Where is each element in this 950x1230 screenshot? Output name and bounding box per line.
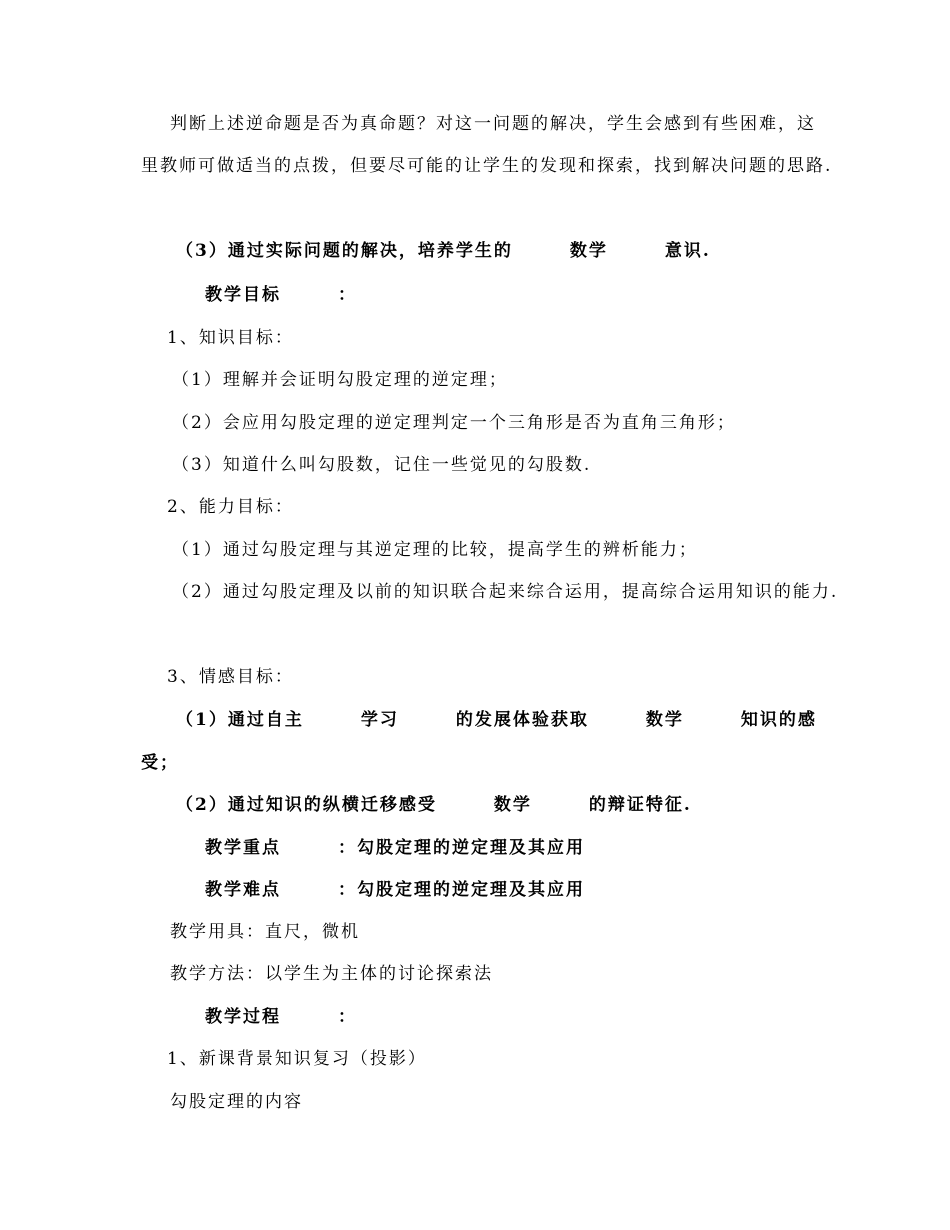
emotion-item-1: （1）通过自主 学习 的发展体验获取 数学 知识的感 [176, 710, 817, 730]
paragraph-line-1: 判断上述逆命题是否为真命题？对这一问题的解决，学生会感到有些困难，这 [170, 114, 816, 134]
teaching-method: 教学方法：以学生为主体的讨论探索法 [170, 964, 493, 984]
knowledge-item-1: （1）理解并会证明勾股定理的逆定理； [172, 370, 508, 390]
ability-item-2: （2）通过勾股定理及以前的知识联合起来综合运用，提高综合运用知识的能力. [172, 582, 839, 602]
knowledge-item-3: （3）知道什么叫勾股数，记住一些觉见的勾股数. [172, 455, 592, 475]
teaching-tools: 教学用具：直尺，微机 [170, 922, 360, 942]
ability-goals-title: 2、能力目标： [167, 497, 294, 517]
emotion-item-1-cont: 受； [141, 753, 179, 773]
heading-teaching-process: 教学过程 ： [205, 1007, 357, 1027]
emotion-goals-title: 3、情感目标： [167, 667, 294, 687]
heading-teaching-goals: 教学目标 ： [205, 285, 357, 305]
key-point: 教学重点 ：勾股定理的逆定理及其应用 [205, 838, 585, 858]
knowledge-item-2: （2）会应用勾股定理的逆定理判定一个三角形是否为直角三角形； [172, 413, 736, 433]
emotion-item-2: （2）通过知识的纵横迁移感受 数学 的辩证特征. [176, 795, 692, 815]
goal-item-3: （3）通过实际问题的解决，培养学生的 数学 意识. [176, 241, 711, 261]
knowledge-goals-title: 1、知识目标： [167, 328, 294, 348]
ability-item-1: （1）通过勾股定理与其逆定理的比较，提高学生的辨析能力； [172, 540, 698, 560]
difficult-point: 教学难点 ：勾股定理的逆定理及其应用 [205, 880, 585, 900]
process-step-1: 1、新课背景知识复习（投影） [167, 1049, 427, 1069]
process-content: 勾股定理的内容 [170, 1092, 303, 1112]
paragraph-line-2: 里教师可做适当的点拨，但要尽可能的让学生的发现和探索，找到解决问题的思路. [141, 156, 833, 176]
